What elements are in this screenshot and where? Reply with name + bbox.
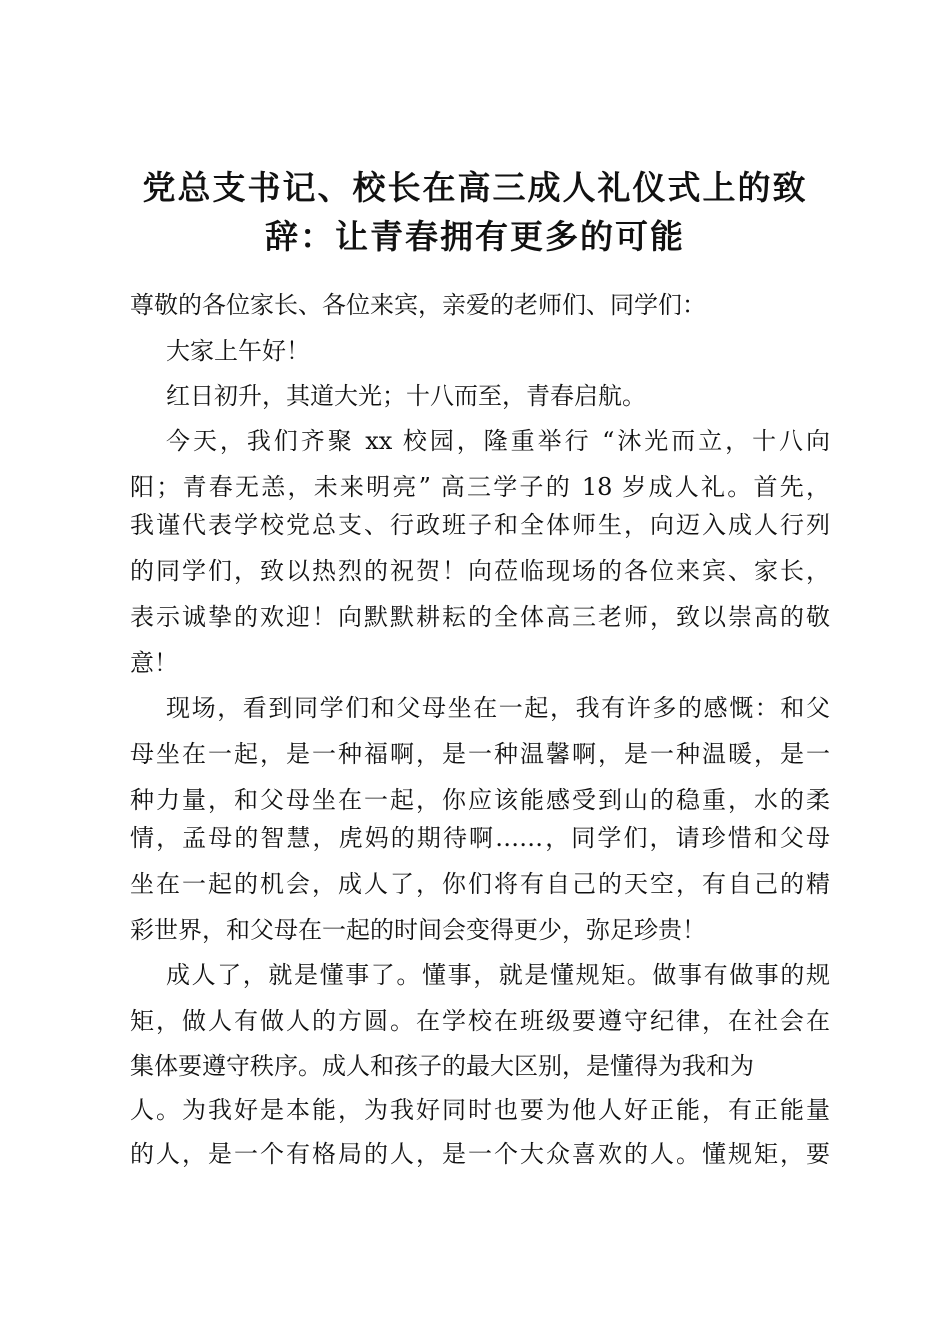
body-text-line: 彩世界，和父母在一起的时间会变得更少，弥足珍贵！	[130, 916, 706, 944]
body-text-line: 成人了，就是懂事了。懂事，就是懂规矩。做事有做事的规	[166, 961, 830, 989]
document-title-line-1: 党总支书记、校长在高三成人礼仪式上的致	[142, 168, 808, 207]
body-text-line: 现场，看到同学们和父母坐在一起，我有许多的感慨：和父	[166, 694, 830, 722]
body-text-line: 坐在一起的机会，成人了，你们将有自己的天空，有自己的精	[130, 870, 830, 898]
body-text-line: 情，孟母的智慧，虎妈的期待啊……，同学们，请珍惜和父母	[130, 824, 830, 852]
body-text-line: 集体要遵守秩序。成人和孩子的最大区别，是懂得为我和为	[130, 1052, 754, 1080]
body-text-line: 大家上午好！	[166, 337, 310, 365]
body-text-line: 人。为我好是本能，为我好同时也要为他人好正能，有正能量	[130, 1096, 830, 1124]
body-text-line: 阳；青春无恙，未来明亮” 高三学子的 18 岁成人礼。首先，	[130, 473, 830, 501]
body-text-line: 的人，是一个有格局的人，是一个大众喜欢的人。懂规矩，要	[130, 1140, 830, 1168]
body-text-line: 母坐在一起，是一种福啊，是一种温馨啊，是一种温暖，是一	[130, 740, 830, 768]
body-text-line: 我谨代表学校党总支、行政班子和全体师生，向迈入成人行列	[130, 511, 830, 539]
body-text-line: 的同学们，致以热烈的祝贺！向莅临现场的各位来宾、家长，	[130, 557, 830, 585]
body-text-line: 矩，做人有做人的方圆。在学校在班级要遵守纪律，在社会在	[130, 1007, 830, 1035]
body-text-line: 种力量，和父母坐在一起，你应该能感受到山的稳重，水的柔	[130, 786, 830, 814]
document-title-line-2: 辞：让青春拥有更多的可能	[265, 217, 685, 256]
body-text-line: 意！	[130, 649, 178, 677]
body-text-line: 今天，我们齐聚 xx 校园，隆重举行 “沐光而立，十八向	[166, 427, 830, 455]
body-text-line: 表示诚挚的欢迎！向默默耕耘的全体高三老师，致以崇高的敬	[130, 603, 830, 631]
body-text-line: 红日初升，其道大光；十八而至，青春启航。	[166, 382, 646, 410]
body-text-line: 尊敬的各位家长、各位来宾，亲爱的老师们、同学们：	[130, 291, 706, 319]
